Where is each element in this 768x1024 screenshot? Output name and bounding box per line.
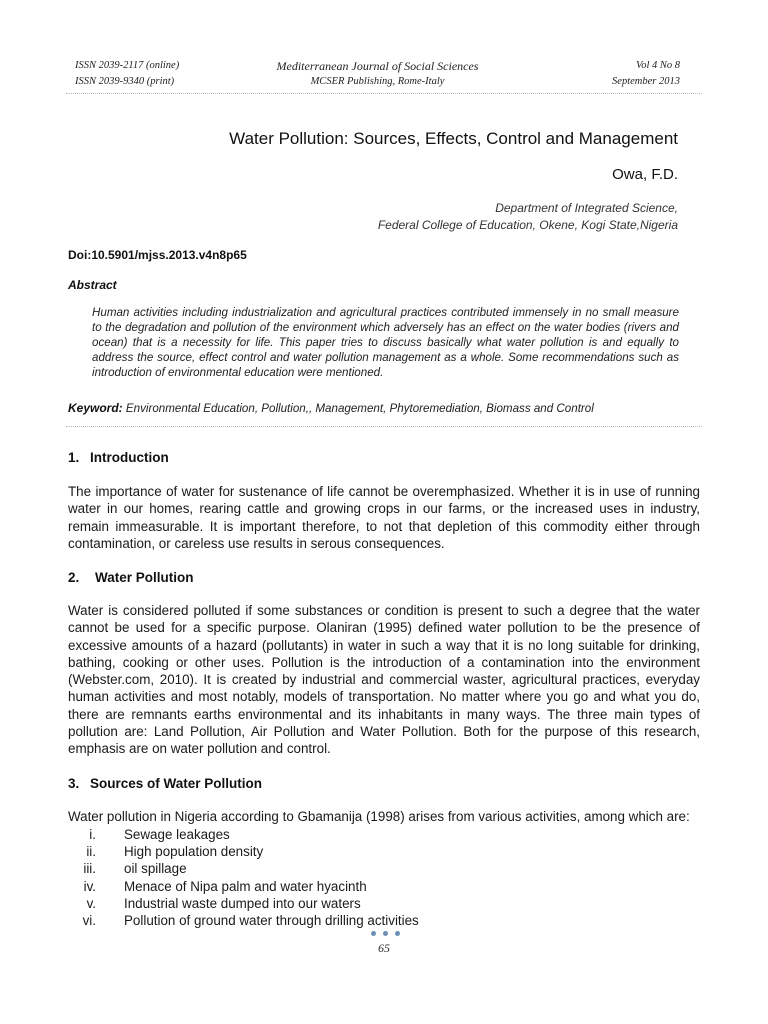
list-marker: ii. — [86, 844, 96, 860]
page-ornament-dots — [371, 931, 401, 939]
section-heading-water-pollution — [68, 570, 194, 585]
list-item — [68, 912, 688, 929]
issue-date: September 2013 — [612, 76, 680, 87]
keywords — [68, 401, 688, 415]
ornament-dot — [383, 931, 388, 936]
running-header — [75, 58, 680, 92]
volume-block — [612, 58, 680, 90]
section-title: Water Pollution — [95, 570, 194, 585]
list-item — [68, 860, 688, 877]
keywords-text: Environmental Education, Pollution,, Management, Phytoremediation, Biomass and Control — [125, 402, 594, 415]
keywords-divider — [66, 426, 702, 427]
issn-print: ISSN 2039-9340 (print) — [75, 76, 175, 87]
author: Owa, F.D. — [612, 166, 678, 183]
section-text-introduction: The importance of water for sustenance of life cannot be overemphasized. Whether it is in use of running water in our homes, rearing cattle and growing crops in our farms, or the increased uses in industry, remain immeasurable. It is important therefore, to not that depletion of this commodity either through contamination, or careless use results in serous consequences. — [68, 484, 700, 551]
affiliation-line-2: Federal College of Education, Okene, Kogi State,Nigeria — [377, 218, 678, 232]
list-marker: i. — [89, 827, 96, 842]
section-text-water-pollution: Water is considered polluted if some substances or condition is present to such a degree that the water cannot be used for a specific purpose. Olaniran (1995) defined water pollution to be the presence of excessive amounts of a hazard (pollutants) in water in such a way that it is no long suitable for drinking, bathing, cooking or other uses. Pollution is the introduction of a contamination into the environment (Webster.com, 2010). It is created by industrial and commercial waster, agricultural practices, everyday human activities and most notably, models of transportation. No matter where you go and what you do, there are remnants earths environmental and its inhabitants in many ways. The three main types of pollution are: Land Pollution, Air Pollution and Water Pollution. Both for the purpose of this research, emphasis are on water pollution and control. — [68, 603, 700, 757]
doi: Doi:10.5901/mjss.2013.v4n8p65 — [68, 248, 247, 262]
abstract-text: Human activities including industrialization and agricultural practices contributed immensely in no small measure to the degradation and pollution of the environment which adversely has an effect on the water bodies (rivers and ocean) that is a necessity for life. This paper tries to discuss basically what water pollution is and equally to address the source, effect control and water pollution management as a whole. Some recommendations such as introduction of environmental education were mentioned. — [92, 306, 679, 379]
affiliation-line-1: Department of Integrated Science, — [495, 201, 678, 215]
list-item-text: Menace of Nipa palm and water hyacinth — [124, 878, 367, 894]
ornament-dot — [395, 931, 400, 936]
list-item — [68, 895, 688, 912]
section-number: 1. — [68, 450, 80, 465]
list-item — [68, 843, 688, 860]
journal-name: Mediterranean Journal of Social Sciences — [276, 59, 479, 73]
header-divider — [66, 93, 702, 94]
list-item — [68, 826, 688, 843]
section-heading-introduction — [68, 450, 169, 465]
publisher: MCSER Publishing, Rome-Italy — [310, 76, 445, 87]
paper-title: Water Pollution: Sources, Effects, Control and Management — [229, 129, 678, 148]
section-number: 3. — [68, 776, 80, 791]
issn-online: ISSN 2039-2117 (online) — [75, 60, 180, 71]
list-item-text: Pollution of ground water through drilling activities — [124, 912, 419, 928]
sources-list — [68, 826, 688, 929]
list-marker: iii. — [83, 861, 96, 877]
abstract-heading: Abstract — [68, 278, 117, 292]
list-marker: iv. — [83, 878, 96, 894]
section-title: Introduction — [90, 450, 169, 465]
ornament-dot — [371, 931, 376, 936]
list-item-text: Sewage leakages — [124, 827, 230, 842]
affiliation — [378, 200, 678, 234]
section-number: 2. — [68, 570, 80, 585]
section-title: Sources of Water Pollution — [90, 776, 263, 791]
journal-block — [75, 58, 680, 90]
list-item — [68, 878, 688, 895]
list-item-text: High population density — [124, 844, 264, 860]
list-marker: vi. — [82, 912, 96, 928]
section-text-sources: Water pollution in Nigeria according to Gbamanija (1998) arises from various activities, among which are: — [68, 809, 690, 824]
page-number: 65 — [378, 941, 390, 955]
keywords-label: Keyword: — [68, 401, 123, 415]
volume: Vol 4 No 8 — [635, 60, 680, 71]
section-heading-sources — [68, 776, 262, 791]
list-marker: v. — [86, 895, 96, 911]
list-item-text: Industrial waste dumped into our waters — [124, 895, 361, 911]
list-item-text: oil spillage — [124, 861, 187, 877]
